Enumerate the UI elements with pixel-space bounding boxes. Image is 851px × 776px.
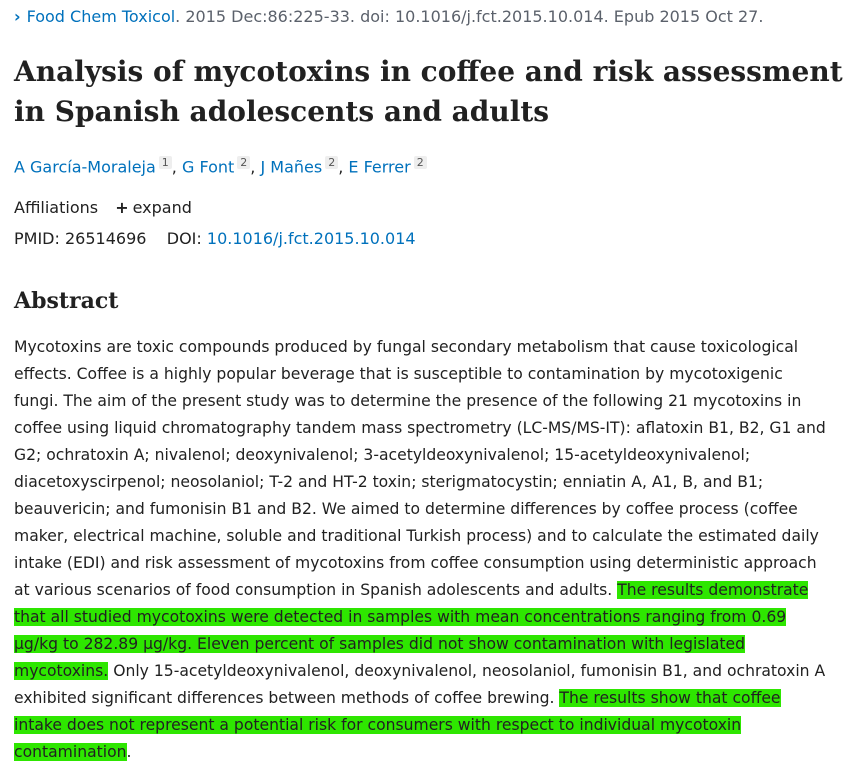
affiliation-ref[interactable]: 2 [414, 156, 427, 169]
highlighted-text: The results show that coffee intake does not represent a potential risk for consumers with respect to individual mycotoxin contamination [14, 689, 781, 761]
affiliations-label: Affiliations [14, 198, 99, 217]
pmid-label: PMID: [14, 229, 60, 248]
author-list: A García-Moraleja $^1$ , G Font $^2$ , J Mañes $^2$ , E Ferrer $^2$ [14, 156, 427, 176]
highlighted-text: The results demonstrate that all studied mycotoxins were detected in samples with mean concentrations ranging from 0.69 µg/kg to 282.89 µg/kg. Eleven percent of samples did not show contamination with legislated mycotoxins. [14, 581, 809, 680]
author-link[interactable]: A García-Moraleja [14, 157, 156, 177]
author-link[interactable]: J Mañes [260, 157, 323, 177]
abstract-segment: . [126, 743, 132, 761]
abstract-heading: Abstract [14, 288, 119, 314]
citation-details: . 2015 Dec:86:225-33. doi: 10.1016/j.fct.2015.10.014. Epub 2015 Oct 27. [175, 7, 764, 26]
affiliation-ref[interactable]: 2 [237, 156, 250, 169]
affiliation-ref[interactable]: 2 [325, 156, 338, 169]
author-link[interactable]: G Font [181, 157, 235, 177]
article-title: Analysis of mycotoxins in coffee and risk assessment in Spanish adolescents and adults [14, 55, 843, 128]
abstract-segment: Mycotoxins are toxic compounds produced by fungal secondary metabolism that cause toxicological effects. Coffee is a highly popular beverage that is susceptible to contamination by mycotoxigenic fungi. The aim of the present study was to determine the presence of the following 21 mycotoxins in coffee using liquid chromatography tandem mass spectrometry (LC-MS/MS-IT): aflatoxin B1, B2, G1 and G2; ochratoxin A; nivalenol; deoxynivalenol; 3-acetyldeoxynivalenol; 15-acetyldeoxynivalenol; diacetoxyscirpenol; neosolaniol; T-2 and HT-2 toxin; sterigmatocystin; enniatin A, A1, B, and B1; beauvericin; and fumonisin B1 and B2. We aimed to determine differences by coffee process (coffee maker, electrical machine, soluble and traditional Turkish process) and to calculate the estimated daily intake (EDI) and risk assessment of mycotoxins from coffee consumption using deterministic approach at various scenarios of food consumption in Spanish adolescents and adults. [14, 338, 826, 599]
plus-icon: + [115, 198, 129, 217]
citation [14, 7, 763, 26]
expand-affiliations-button[interactable] [103, 198, 192, 217]
affiliations-row [14, 198, 192, 217]
author-link[interactable]: E Ferrer [348, 157, 411, 177]
abstract-segment: Only 15-acetyldeoxynivalenol, deoxynivalenol, neosolaniol, fumonisin B1, and ochratoxin A exhibited significant differences between methods of coffee brewing. [14, 662, 826, 707]
expand-label: expand [132, 198, 192, 217]
identifiers [14, 229, 416, 248]
chevron-right-icon[interactable]: › [14, 7, 21, 26]
doi-label: DOI: [166, 229, 202, 248]
abstract-text [14, 334, 829, 766]
journal-link[interactable]: Food Chem Toxicol [26, 7, 176, 26]
doi-link[interactable]: 10.1016/j.fct.2015.10.014 [206, 229, 416, 248]
affiliation-ref[interactable]: 1 [159, 156, 172, 169]
pmid-value: 26514696 [64, 229, 147, 248]
